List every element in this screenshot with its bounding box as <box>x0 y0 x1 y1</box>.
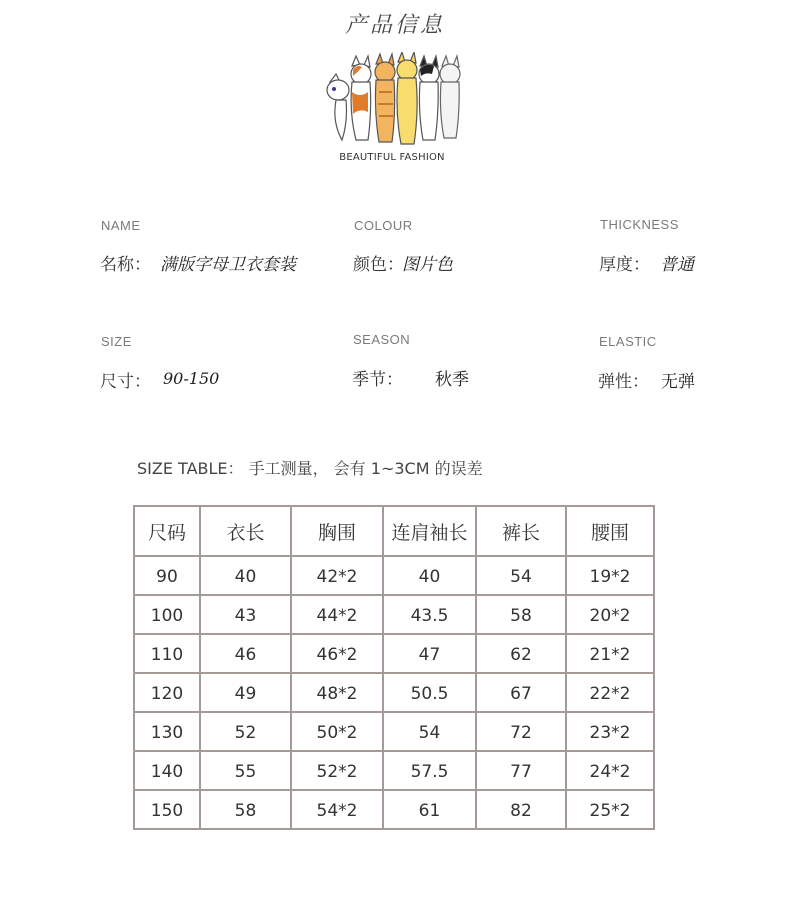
table-cell: 90 <box>134 556 200 595</box>
table-cell: 52*2 <box>291 751 383 790</box>
table-row <box>134 790 654 829</box>
header-cell: 腰围 <box>566 506 654 556</box>
table-cell: 57.5 <box>383 751 476 790</box>
table-cell: 54 <box>383 712 476 751</box>
table-cell: 67 <box>476 673 566 712</box>
table-cell: 100 <box>134 595 200 634</box>
season-key: 季节： <box>352 370 403 390</box>
name-value: 满版字母卫衣套装 <box>160 255 296 275</box>
table-cell: 77 <box>476 751 566 790</box>
elastic-key: 弹性： <box>598 372 649 392</box>
elastic-value: 无弹 <box>661 372 695 392</box>
thickness-key: 厚度： <box>599 255 650 275</box>
table-cell: 40 <box>383 556 476 595</box>
table-cell: 50.5 <box>383 673 476 712</box>
size-table-header-row <box>134 506 654 556</box>
name-key: 名称： <box>100 255 151 275</box>
table-cell: 40 <box>200 556 291 595</box>
colour-key: 颜色： <box>353 255 404 275</box>
table-cell: 25*2 <box>566 790 654 829</box>
table-cell: 140 <box>134 751 200 790</box>
table-row <box>134 751 654 790</box>
header-cell: 裤长 <box>476 506 566 556</box>
colour-label: COLOUR <box>354 218 413 233</box>
table-cell: 58 <box>200 790 291 829</box>
header-cell: 尺码 <box>134 506 200 556</box>
header-cell: 连肩袖长 <box>383 506 476 556</box>
thickness-label: THICKNESS <box>600 217 679 232</box>
table-cell: 54 <box>476 556 566 595</box>
table-cell: 21*2 <box>566 634 654 673</box>
elastic-label: ELASTIC <box>599 334 657 349</box>
thickness-value: 普通 <box>660 255 694 275</box>
table-cell: 50*2 <box>291 712 383 751</box>
cartoon-cats-icon <box>322 52 462 152</box>
table-cell: 49 <box>200 673 291 712</box>
table-cell: 48*2 <box>291 673 383 712</box>
table-row <box>134 595 654 634</box>
table-cell: 46*2 <box>291 634 383 673</box>
size-table-heading: SIZE TABLE： 手工测量， 会有 1~3CM 的误差 <box>137 459 483 478</box>
table-cell: 43 <box>200 595 291 634</box>
table-row <box>134 634 654 673</box>
size-table <box>133 505 655 830</box>
size-key: 尺寸： <box>100 372 151 392</box>
table-cell: 82 <box>476 790 566 829</box>
table-cell: 20*2 <box>566 595 654 634</box>
table-row <box>134 712 654 751</box>
table-cell: 120 <box>134 673 200 712</box>
table-row <box>134 556 654 595</box>
table-cell: 72 <box>476 712 566 751</box>
size-value: 90-150 <box>163 369 220 388</box>
table-cell: 43.5 <box>383 595 476 634</box>
table-cell: 24*2 <box>566 751 654 790</box>
logo-text: BEAUTIFUL FASHION <box>339 152 445 163</box>
header-cell: 胸围 <box>291 506 383 556</box>
table-cell: 62 <box>476 634 566 673</box>
brand-logo <box>322 52 462 172</box>
name-label: NAME <box>101 218 141 233</box>
table-cell: 52 <box>200 712 291 751</box>
season-value: 秋季 <box>435 370 469 390</box>
table-cell: 42*2 <box>291 556 383 595</box>
season-label: SEASON <box>353 332 411 347</box>
table-cell: 44*2 <box>291 595 383 634</box>
table-cell: 46 <box>200 634 291 673</box>
table-cell: 150 <box>134 790 200 829</box>
size-label: SIZE <box>101 334 132 349</box>
table-cell: 47 <box>383 634 476 673</box>
table-cell: 19*2 <box>566 556 654 595</box>
header-cell: 衣长 <box>200 506 291 556</box>
table-cell: 110 <box>134 634 200 673</box>
table-cell: 58 <box>476 595 566 634</box>
page-title: 产品信息 <box>344 13 445 38</box>
table-row <box>134 673 654 712</box>
table-cell: 23*2 <box>566 712 654 751</box>
table-cell: 130 <box>134 712 200 751</box>
colour-value: 图片色 <box>402 255 453 275</box>
table-cell: 54*2 <box>291 790 383 829</box>
table-cell: 22*2 <box>566 673 654 712</box>
table-cell: 55 <box>200 751 291 790</box>
table-cell: 61 <box>383 790 476 829</box>
